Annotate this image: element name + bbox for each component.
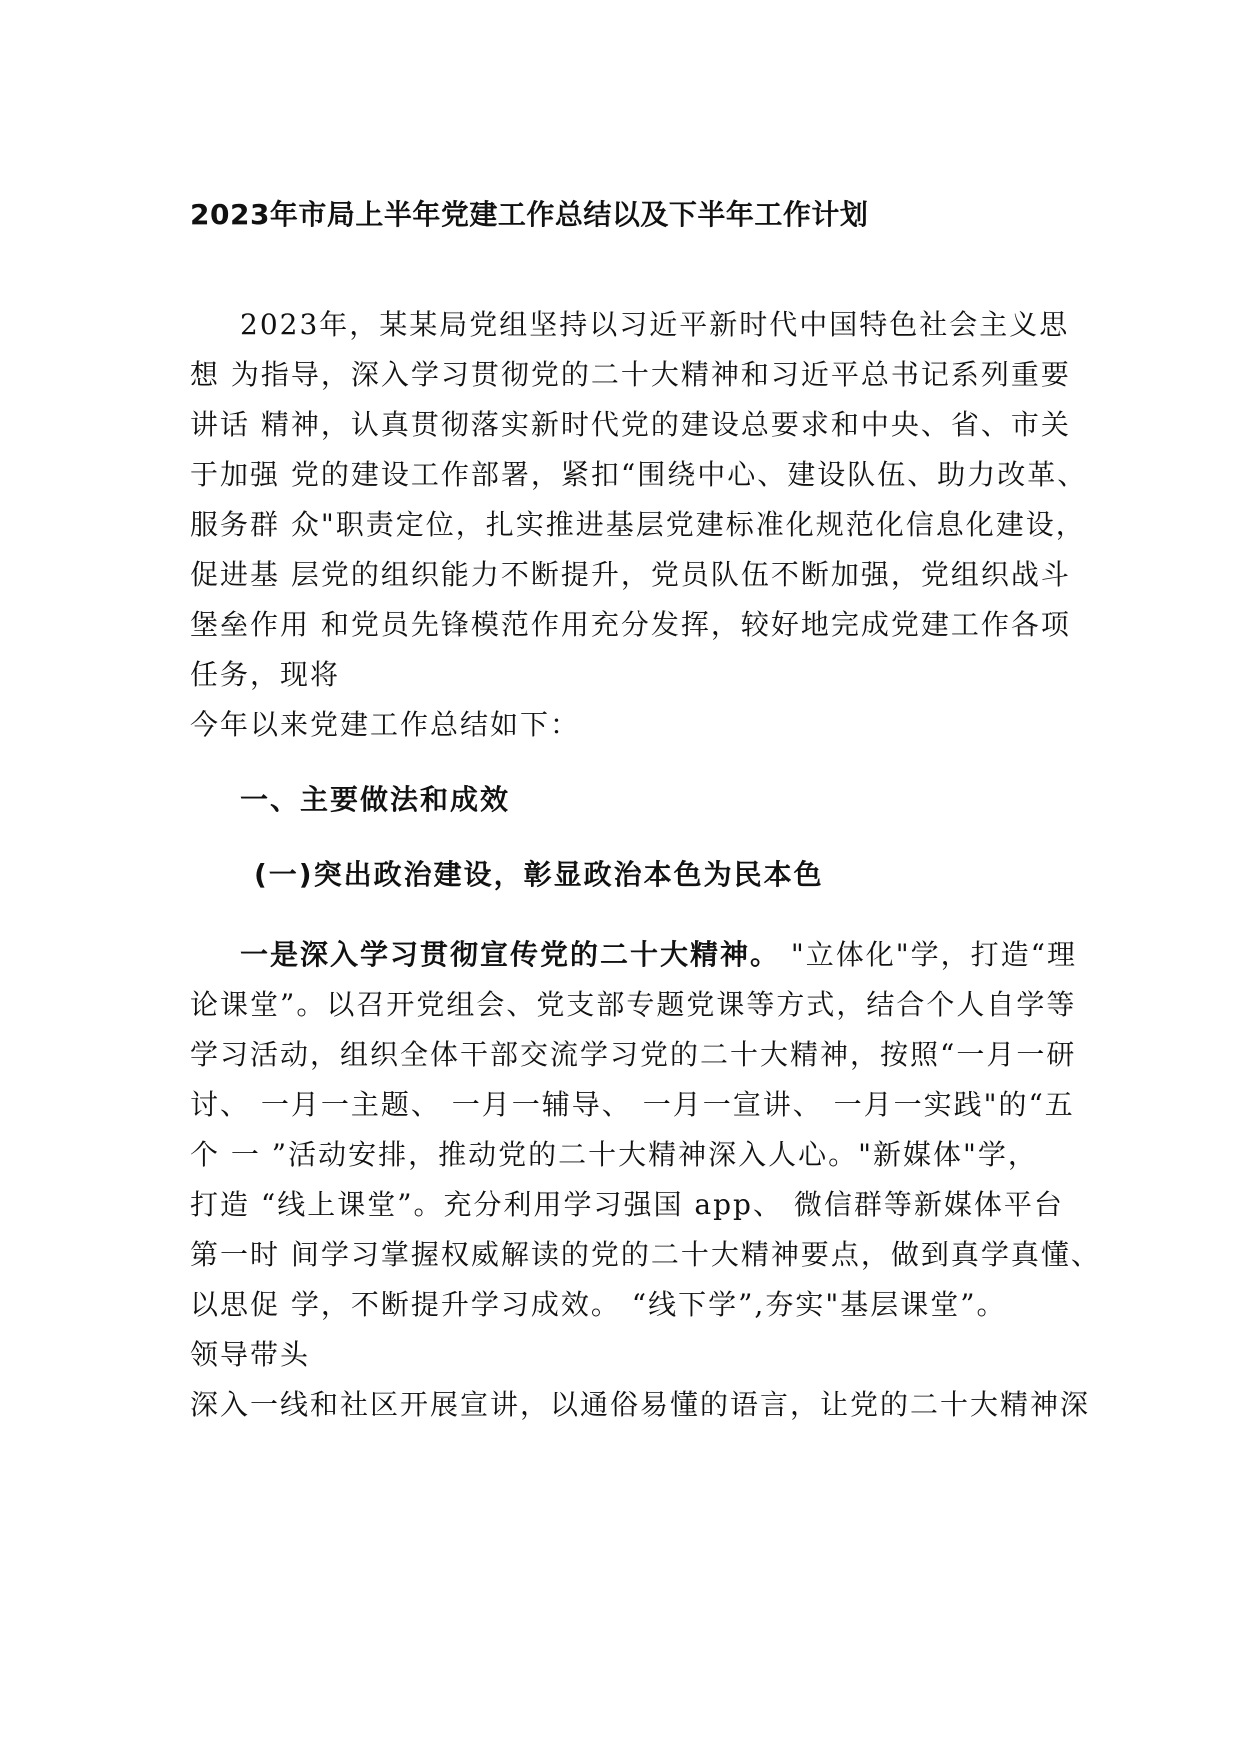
paragraph-lead: 一是深入学习贯彻宣传党的二十大精神。 xyxy=(240,938,781,971)
paragraph-lead-rest: "立体化"学，打造“理 xyxy=(780,938,1077,971)
intro-line-1: 2023年，某某局党组坚持以习近平新时代中国特色社会主义思 xyxy=(240,308,1070,341)
paragraph-1-line-3: 学习活动，组织全体干部交流学习党的二十大精神，按照“一月一研 xyxy=(190,1038,1077,1071)
paragraph-1-line-8: 以思促 学，不断提升学习成效。 “线下学”,夯实"基层课堂”。 xyxy=(190,1288,1007,1321)
paragraph-1-line-2: 论课堂”。以召开党组会、党支部专题党课等方式，结合个人自学等 xyxy=(190,988,1077,1021)
subsection-heading: (一)突出政治建设，彰显政治本色为民本色 xyxy=(254,858,824,891)
section-heading: 一、主要做法和成效 xyxy=(240,783,511,816)
paragraph-1-line-4: 讨、 一月一主题、 一月一辅导、 一月一宣讲、 一月一实践"的“五 xyxy=(190,1088,1075,1121)
intro-line-5: 服务群 众"职责定位，扎实推进基层党建标准化规范化信息化建设， xyxy=(190,508,1086,541)
intro-line-4: 于加强 党的建设工作部署，紧扣“围绕中心、建设队伍、助力改革、 xyxy=(190,458,1088,491)
intro-line-6: 促进基 层党的组织能力不断提升，党员队伍不断加强，党组织战斗 xyxy=(190,558,1071,591)
intro-line-3: 讲话 精神，认真贯彻落实新时代党的建设总要求和中央、省、市关 xyxy=(190,408,1071,441)
paragraph-1-line-9: 领导带头 xyxy=(190,1338,311,1371)
document-title: 2023年市局上半年党建工作总结以及下半年工作计划 xyxy=(190,198,869,231)
paragraph-1-line-7: 第一时 间学习掌握权威解读的党的二十大精神要点，做到真学真懂、 xyxy=(190,1238,1101,1271)
paragraph-1-line-6: 打造 “线上课堂”。充分利用学习强国 app、 微信群等新媒体平台 xyxy=(190,1188,1064,1221)
paragraph-1-line-10: 深入一线和社区开展宣讲，以通俗易懂的语言，让党的二十大精神深 xyxy=(190,1388,1091,1421)
intro-line-9: 今年以来党建工作总结如下： xyxy=(190,708,581,741)
intro-line-7: 堡垒作用 和党员先锋模范作用充分发挥，较好地完成党建工作各项 xyxy=(190,608,1071,641)
paragraph-1-line-1 xyxy=(240,930,1077,980)
intro-line-8: 任务，现将 xyxy=(190,658,341,691)
paragraph-1-line-5: 个 一 ”活动安排，推动党的二十大精神深入人心。"新媒体"学， xyxy=(190,1138,1038,1171)
intro-line-2: 想 为指导，深入学习贯彻党的二十大精神和习近平总书记系列重要 xyxy=(190,358,1071,391)
